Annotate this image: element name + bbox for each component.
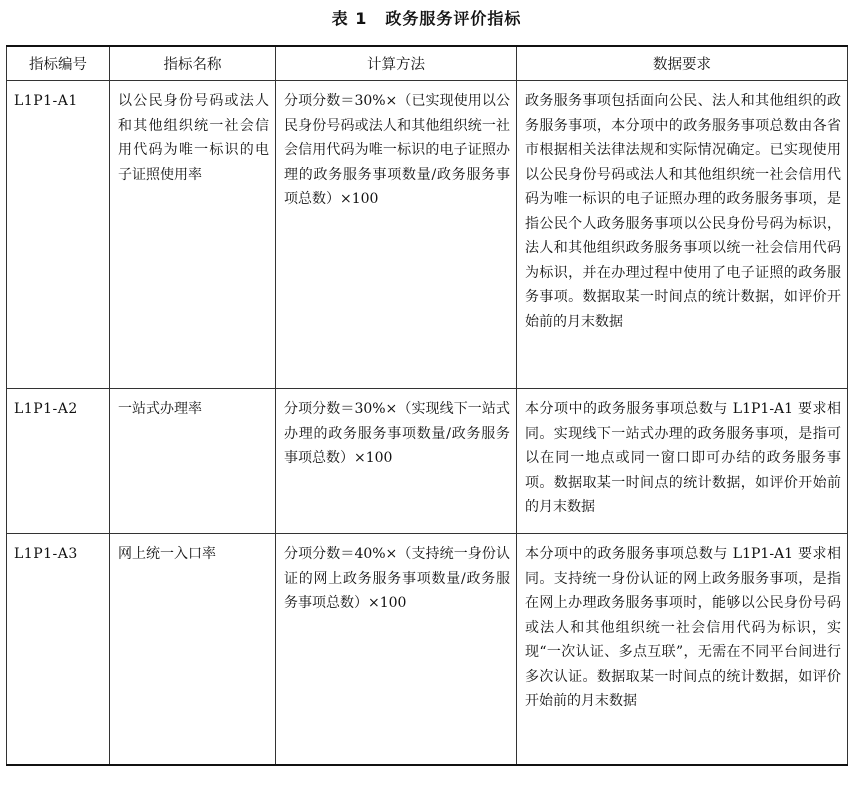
header-indicator-name: 指标名称 xyxy=(110,46,276,81)
table-row xyxy=(7,534,848,766)
table-title xyxy=(0,6,853,29)
calculation-method-cell: 分项分数＝30%×（实现线下一站式办理的政务服务事项数量/政务服务事项总数）×100 xyxy=(276,389,517,534)
data-requirement-cell: 本分项中的政务服务事项总数与 L1P1-A1 要求相同。支持统一身份认证的网上政务服务事项，是指在网上办理政务服务事项时，能够以公民身份号码或法人和其他组织统一社会信用代码为标识，实现“一次认证、多点互联”，无需在不同平台间进行多次认证。数据取某一时间点的统计数据，如评价开始前的月末数据 xyxy=(517,534,848,766)
header-data-requirement: 数据要求 xyxy=(517,46,848,81)
indicator-name-cell: 一站式办理率 xyxy=(110,389,276,534)
table-title-text: 政务服务评价指标 xyxy=(385,9,522,28)
evaluation-indicator-table xyxy=(6,45,848,766)
indicator-code-cell: L1P1-A1 xyxy=(7,81,110,389)
table-header-row xyxy=(7,46,848,81)
indicator-name-cell: 以公民身份号码或法人和其他组织统一社会信用代码为唯一标识的电子证照使用率 xyxy=(110,81,276,389)
header-calculation-method: 计算方法 xyxy=(276,46,517,81)
calculation-method-cell: 分项分数＝40%×（支持统一身份认证的网上政务服务事项数量/政务服务事项总数）×100 xyxy=(276,534,517,766)
table-number: 表 1 xyxy=(331,9,368,28)
calculation-method-cell: 分项分数＝30%×（已实现使用以公民身份号码或法人和其他组织统一社会信用代码为唯一标识的电子证照办理的政务服务事项数量/政务服务事项总数）×100 xyxy=(276,81,517,389)
table-row xyxy=(7,81,848,389)
data-requirement-cell: 本分项中的政务服务事项总数与 L1P1-A1 要求相同。实现线下一站式办理的政务服务事项，是指可以在同一地点或同一窗口即可办结的政务服务事项。数据取某一时间点的统计数据，如评价开始前的月末数据 xyxy=(517,389,848,534)
header-indicator-code: 指标编号 xyxy=(7,46,110,81)
data-requirement-cell: 政务服务事项包括面向公民、法人和其他组织的政务服务事项，本分项中的政务服务事项总数由各省市根据相关法律法规和实际情况确定。已实现使用以公民身份号码或法人和其他组织统一社会信用代码为唯一标识的电子证照办理的政务服务事项，是指公民个人政务服务事项以公民身份号码为标识，法人和其他组织政务服务事项以统一社会信用代码为标识，并在办理过程中使用了电子证照的政务服务事项。数据取某一时间点的统计数据，如评价开始前的月末数据 xyxy=(517,81,848,389)
indicator-name-cell: 网上统一入口率 xyxy=(110,534,276,766)
table-row xyxy=(7,389,848,534)
indicator-code-cell: L1P1-A3 xyxy=(7,534,110,766)
indicator-code-cell: L1P1-A2 xyxy=(7,389,110,534)
